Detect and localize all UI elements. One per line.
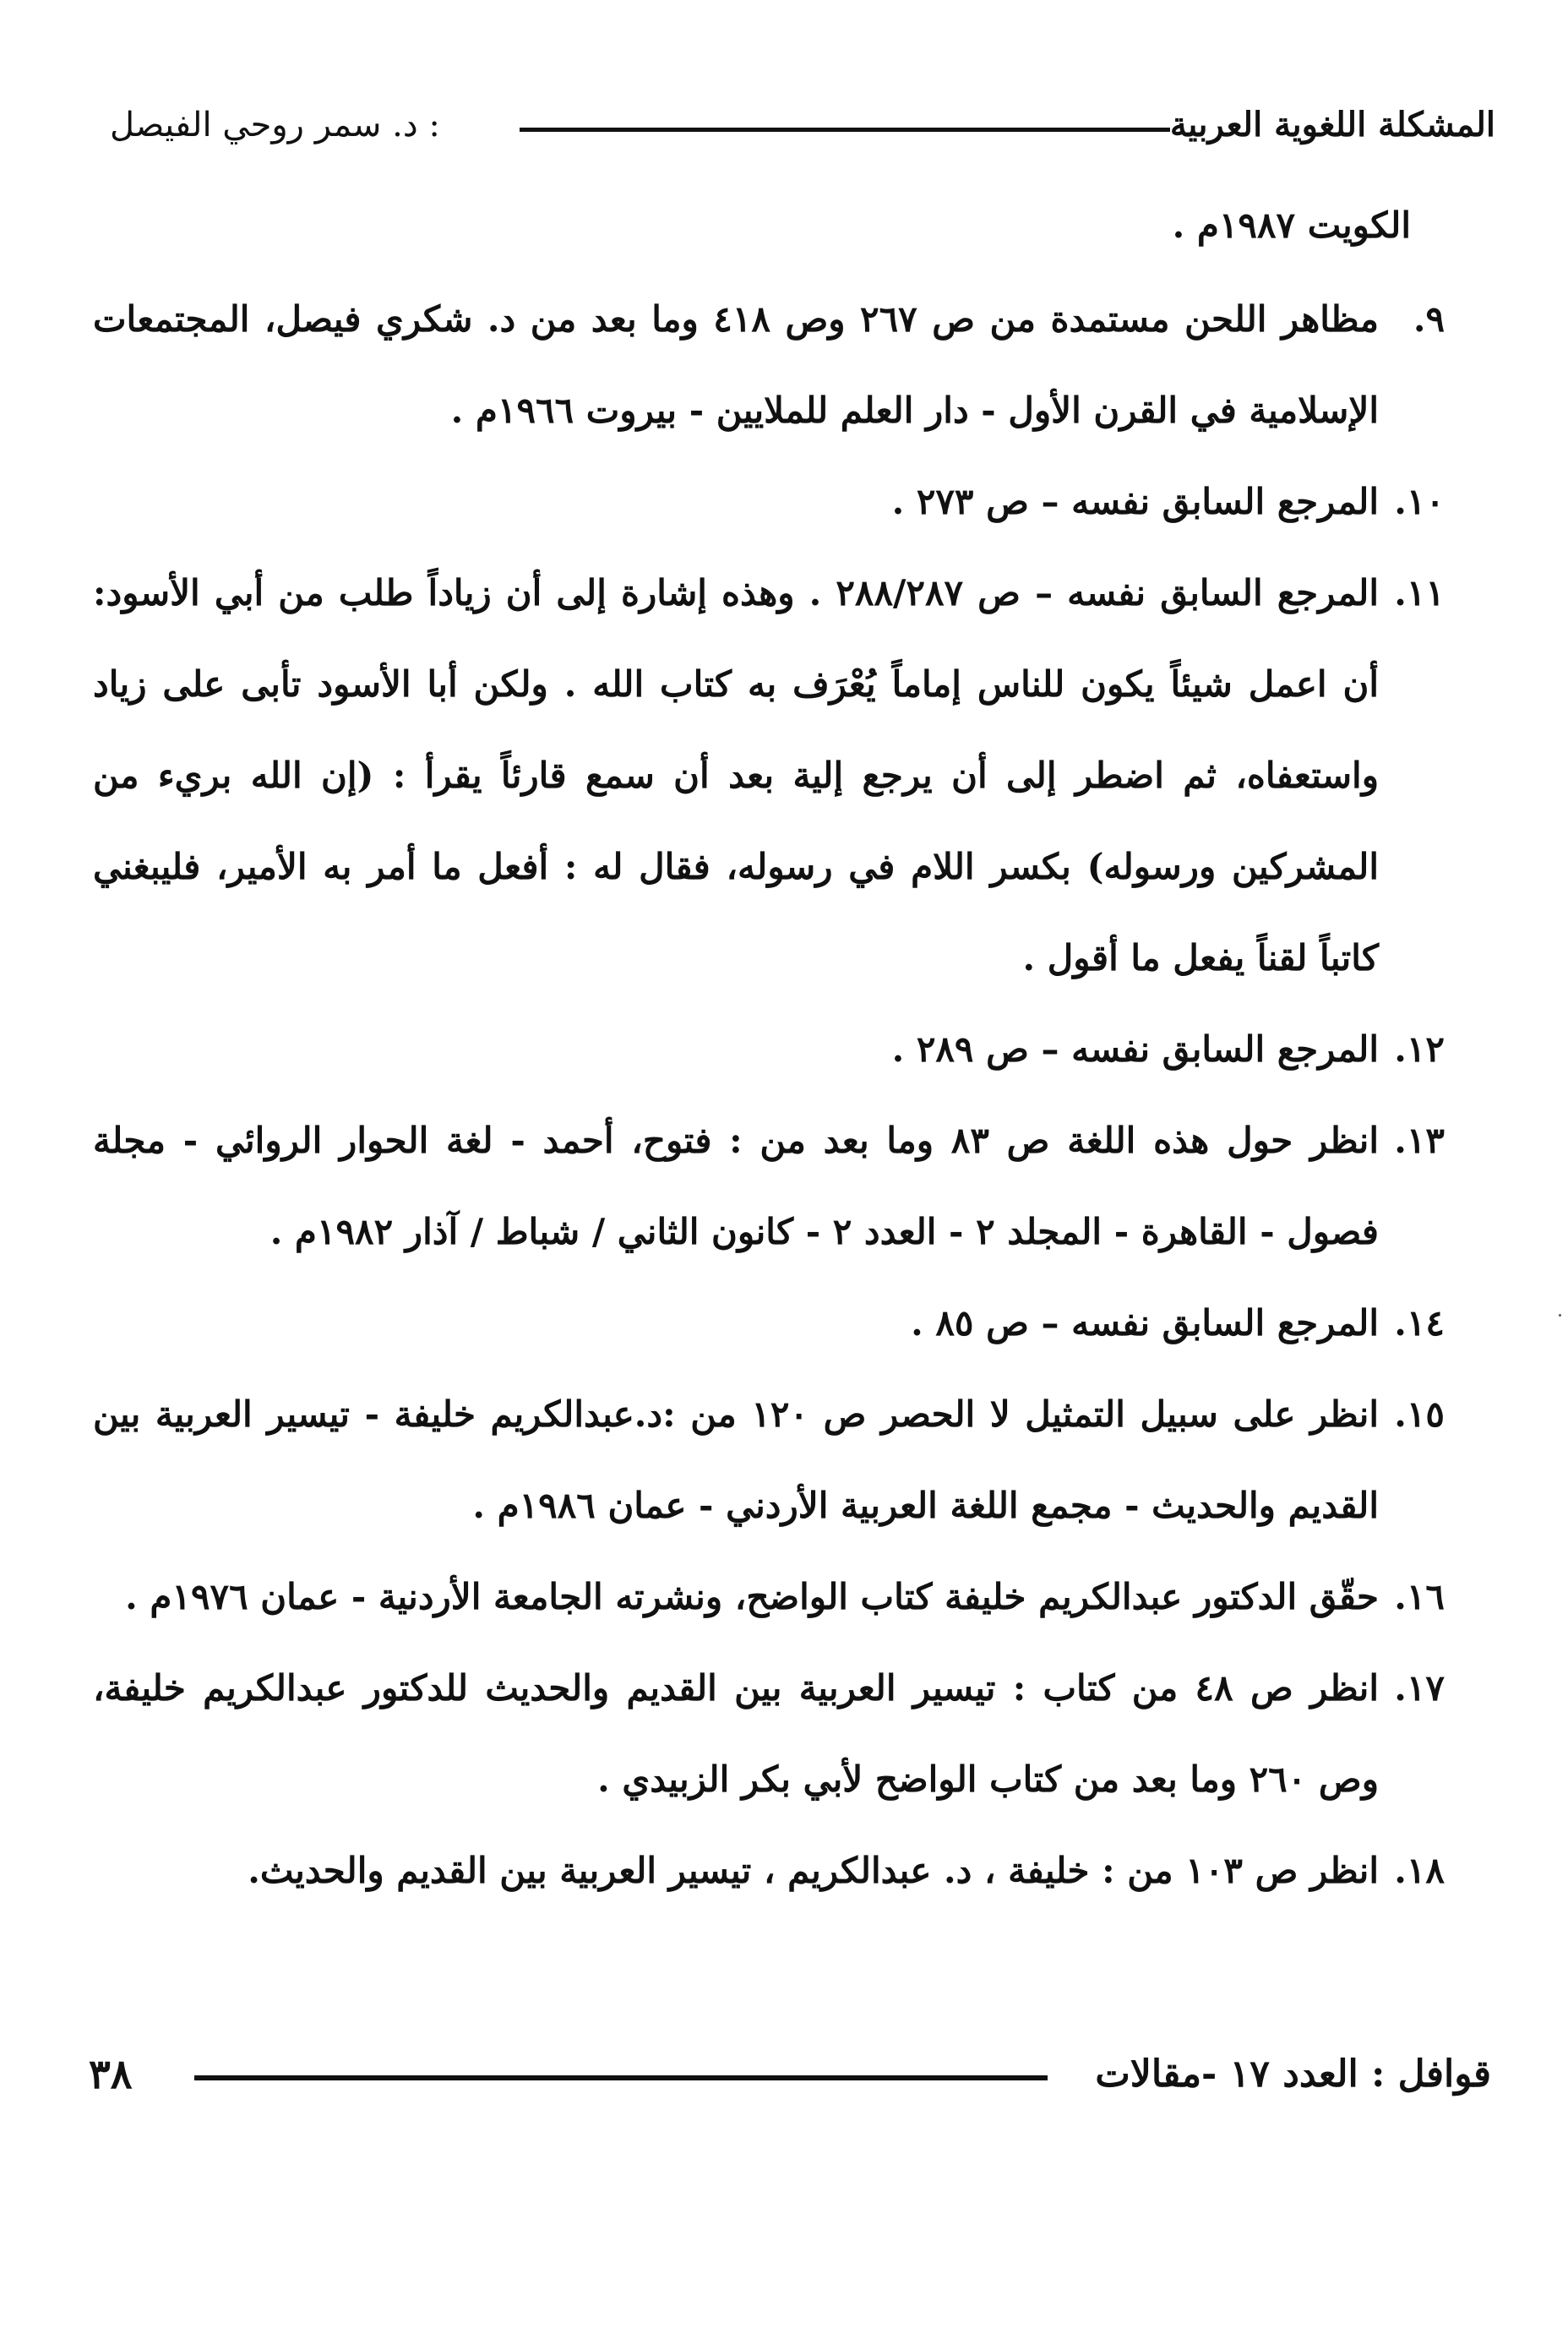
- note-12: [93, 1004, 1445, 1095]
- note-15: [93, 1369, 1445, 1551]
- note-number: ١١.: [1394, 572, 1445, 613]
- note-number: ١٤.: [1394, 1302, 1445, 1344]
- note-number: ١٧.: [1394, 1667, 1445, 1709]
- author-name: : د. سمر روحي الفيصل: [110, 106, 440, 144]
- note-number: ٩.: [1413, 298, 1445, 340]
- note-text: المرجع السابق نفسه – ص ٨٥ .: [911, 1302, 1379, 1344]
- note-text: انظر ص ١٠٣ من : خليفة ، د. عبدالكريم ، تيسير العربية بين القديم والحديث.: [248, 1850, 1379, 1891]
- note-number: ١٨.: [1394, 1850, 1445, 1891]
- note-number: ١٠.: [1394, 481, 1445, 522]
- note-text: انظر على سبيل التمثيل لا الحصر ص ١٢٠ من :د.عبدالكريم خليفة - تيسير العربية بين القديم والحديث - مجمع اللغة العربية الأردني - عمان ١٩٨٦م .: [93, 1393, 1379, 1526]
- note-17: [93, 1643, 1445, 1825]
- note-number: ١٢.: [1394, 1028, 1445, 1070]
- note-continuation: الكويت ١٩٨٧م .: [1172, 204, 1411, 246]
- note-number: ١٥.: [1394, 1393, 1445, 1435]
- note-text: انظر حول هذه اللغة ص ٨٣ وما بعد من : فتوح، أحمد - لغة الحوار الروائي - مجلة فصول - القاهرة - المجلد ٢ - العدد ٢ - كانون الثاني / شباط / آذار ١٩٨٢م .: [93, 1120, 1379, 1252]
- note-text: مظاهر اللحن مستمدة من ص ٢٦٧ وص ٤١٨ وما بعد من د. شكري فيصل، المجتمعات الإسلامية في القرن الأول - دار العلم للملايين - بيروت ١٩٦٦م .: [93, 298, 1379, 431]
- note-16: [93, 1551, 1445, 1643]
- note-text: انظر ص ٤٨ من كتاب : تيسير العربية بين القديم والحديث للدكتور عبدالكريم خليفة، وص ٢٦٠ وما بعد من كتاب الواضح لأبي بكر الزبيدي .: [93, 1667, 1379, 1800]
- running-header: [110, 100, 1495, 150]
- running-footer: [89, 2045, 1491, 2104]
- note-18: [93, 1825, 1445, 1916]
- note-9: [93, 274, 1445, 456]
- note-text: المرجع السابق نفسه – ص ٢٨٩ .: [891, 1028, 1379, 1070]
- note-14: [93, 1278, 1445, 1369]
- note-text: حقّق الدكتور عبدالكريم خليفة كتاب الواضح، ونشرته الجامعة الأردنية - عمان ١٩٧٦م .: [125, 1576, 1379, 1617]
- footer-rule: [194, 2075, 1048, 2080]
- header-rule: [520, 128, 1170, 132]
- note-number: ١٦.: [1394, 1576, 1445, 1617]
- note-text: المرجع السابق نفسه – ص ٢٨٨/٢٨٧ . وهذه إشارة إلى أن زياداً طلب من أبي الأسود: أن اعمل شيئاً يكون للناس إماماً يُعْرَف به كتاب الله . ولكن أبا الأسود تأبى على زياد واستعفاه، ثم اضطر إلى أن يرجع إلية بعد أن سمع قارئاً يقرأ : (إن الله بريء من المشركين ورسوله) بكسر اللام في رسوله، فقال له : أفعل ما أمر به الأمير، فليبغني كاتباً لقناً يفعل ما أقول .: [93, 572, 1379, 979]
- scan-speck: [1559, 1314, 1561, 1317]
- note-13: [93, 1095, 1445, 1278]
- note-11: [93, 548, 1445, 1004]
- page-number: ٣٨: [89, 2051, 133, 2098]
- journal-issue: قوافل : العدد ١٧ -مقالات: [1095, 2053, 1491, 2096]
- note-number: ١٣.: [1394, 1120, 1445, 1161]
- note-10: [93, 456, 1445, 548]
- endnotes: [93, 196, 1445, 1916]
- book-title: المشكلة اللغوية العربية: [1169, 105, 1495, 144]
- note-text: المرجع السابق نفسه – ص ٢٧٣ .: [891, 481, 1379, 522]
